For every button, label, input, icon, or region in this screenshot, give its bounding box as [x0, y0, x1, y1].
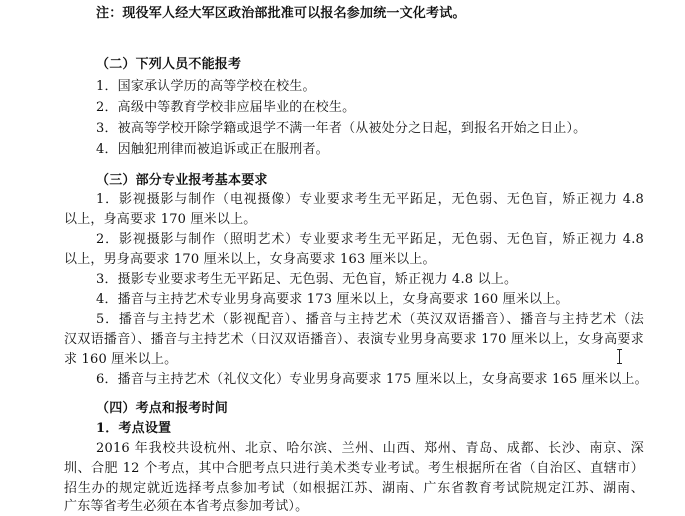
section-2-item-1: 1．国家承认学历的高等学校在校生。 — [96, 79, 316, 94]
section-3-line-7: 5．播音与主持艺术（影视配音）、播音与主持艺术（英汉双语播音）、播音与主持艺术（法 — [96, 312, 644, 327]
section-2-item-3: 3．被高等学校开除学籍或退学不满一年者（从被处分之日起，到报名开始之日止）。 — [96, 121, 587, 136]
section-3-line-4: 以上，男身高要求 170 厘米以上，女身高要求 163 厘米以上。 — [64, 252, 436, 267]
section-3-line-9: 求 160 厘米以上。 — [64, 352, 178, 367]
section-4-line-1: 2016 年我校共设杭州、北京、哈尔滨、兰州、山西、郑州、青岛、成都、长沙、南京、深 — [96, 441, 644, 456]
text-cursor-icon — [617, 349, 623, 364]
section-3-line-2: 以上，身高要求 170 厘米以上。 — [64, 212, 257, 227]
section-3-line-8: 汉双语播音）、播音与主持艺术（日汉双语播音）、表演专业男身高要求 170 厘米以上，女身高要求 — [64, 332, 644, 347]
section-2-item-2: 2．高级中等教育学校非应届毕业的在校生。 — [96, 100, 356, 115]
section-4-line-4: 广东等省考生必须在本省考点参加考试）。 — [64, 499, 309, 514]
section-2-heading: （二）下列人员不能报考 — [96, 57, 242, 72]
section-2-item-4: 4．因触犯刑律而被追诉或正在服刑者。 — [96, 142, 329, 157]
section-4-line-2: 圳、合肥 12 个考点，其中合肥考点只进行美术类专业考试。考生根据所在省（自治区、直辖市） — [64, 461, 644, 476]
section-3-line-3: 2．影视摄影与制作（照明艺术）专业要求考生无平跖足，无色弱、无色盲，矫正视力 4.8 — [96, 232, 644, 247]
note-line: 注：现役军人经大军区政治部批准可以报名参加统一文化考试。 — [96, 6, 466, 21]
section-3-heading: （三）部分专业报考基本要求 — [96, 173, 268, 188]
section-3-line-10: 6．播音与主持艺术（礼仪文化）专业男身高要求 175 厘米以上，女身高要求 165 厘米以上。 — [96, 372, 648, 387]
section-4-line-3: 招生办的规定就近选择考点参加考试（如根据江苏、湖南、广东省教育考试院规定江苏、湖南、 — [64, 481, 644, 496]
section-3-line-6: 4．播音与主持艺术专业男身高要求 173 厘米以上，女身高要求 160 厘米以上。 — [96, 292, 569, 307]
section-4-subheading: 1．考点设置 — [96, 421, 172, 436]
section-4-heading: （四）考点和报考时间 — [96, 401, 229, 416]
section-3-line-1: 1．影视摄影与制作（电视摄像）专业要求考生无平跖足，无色弱、无色盲，矫正视力 4.8 — [96, 192, 644, 207]
section-3-line-5: 3．摄影专业要求考生无平跖足、无色弱、无色盲，矫正视力 4.8 以上。 — [96, 272, 518, 287]
